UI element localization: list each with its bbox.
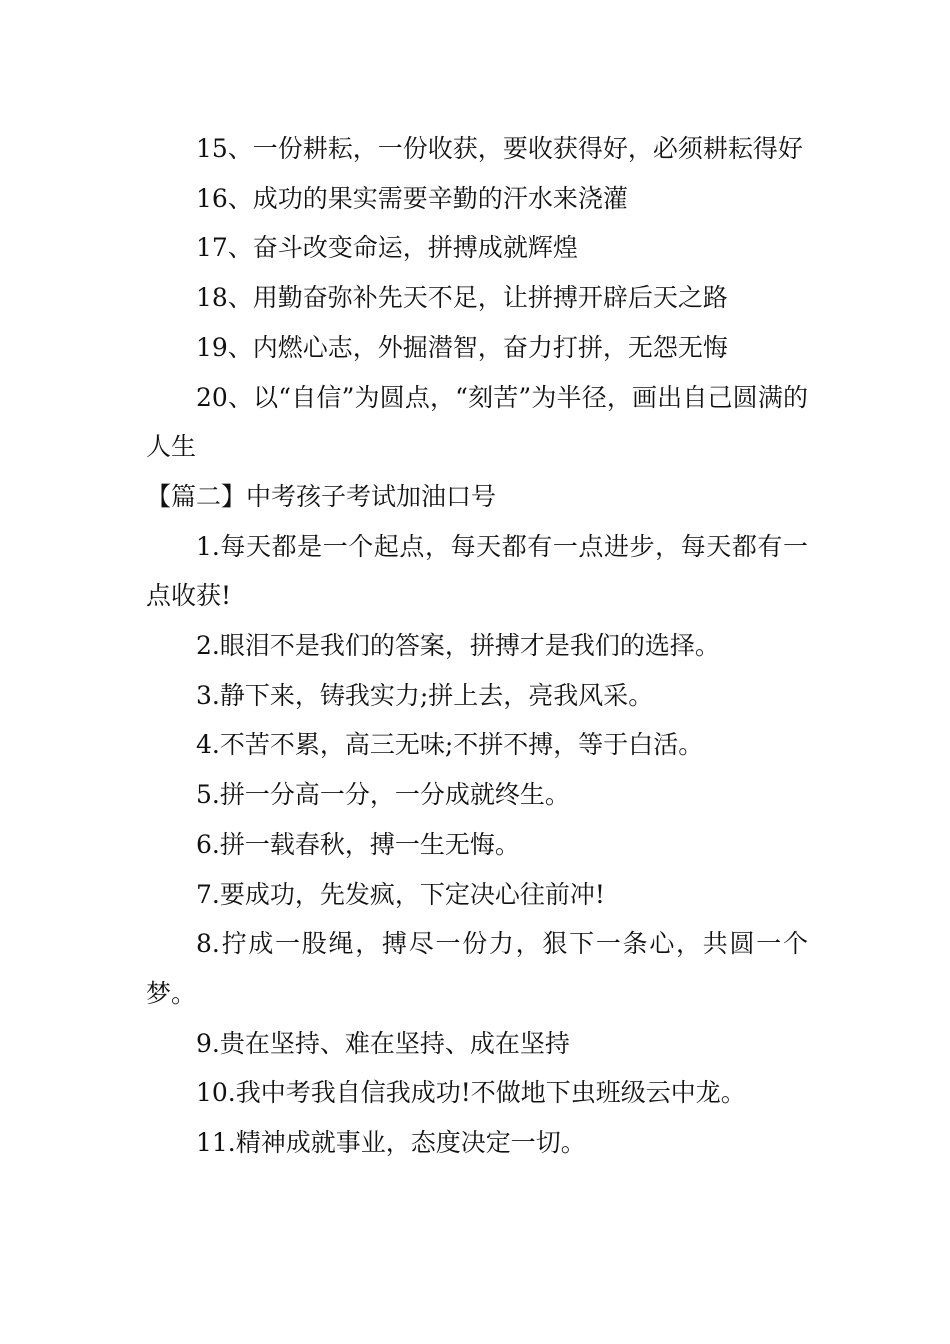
slogan-item: 7.要成功，先发疯，下定决心往前冲! [196,879,605,909]
slogan-item: 20、以“自信”为圆点，“刻苦”为半径，画出自己圆满的人生 [146,382,808,462]
slogan-item: 9.贵在坚持、难在坚持、成在坚持 [196,1028,570,1058]
slogan-item: 2.眼泪不是我们的答案，拼搏才是我们的选择。 [196,631,720,661]
document-body [146,124,808,1168]
section-heading: 【篇二】中考孩子考试加油口号 [146,481,497,511]
slogan-item: 1.每天都是一个起点，每天都有一点进步，每天都有一点收获! [146,531,808,611]
slogan-item: 3.静下来，铸我实力;拼上去，亮我风采。 [196,680,654,710]
slogan-item: 18、用勤奋弥补先天不足，让拼搏开辟后天之路 [196,283,728,313]
slogan-item: 6.拼一载春秋，搏一生无悔。 [196,829,520,859]
slogan-item: 10.我中考我自信我成功!不做地下虫班级云中龙。 [196,1078,746,1108]
slogan-item: 15、一份耕耘，一份收获，要收获得好，必须耕耘得好 [196,134,803,163]
slogan-item: 11.精神成就事业，态度决定一切。 [196,1128,586,1158]
slogan-item: 5.拼一分高一分，一分成就终生。 [196,780,570,810]
slogan-item: 8.拧成一股绳，搏尽一份力，狠下一条心，共圆一个梦。 [146,929,808,1008]
slogan-item: 4.不苦不累，高三无味;不拼不搏，等于白活。 [196,730,704,760]
slogan-item: 17、奋斗改变命运，拼搏成就辉煌 [196,233,578,263]
slogan-item: 19、内燃心志，外掘潜智，奋力打拼，无怨无悔 [196,332,728,362]
slogan-item: 16、成功的果实需要辛勤的汗水来浇灌 [196,183,628,213]
